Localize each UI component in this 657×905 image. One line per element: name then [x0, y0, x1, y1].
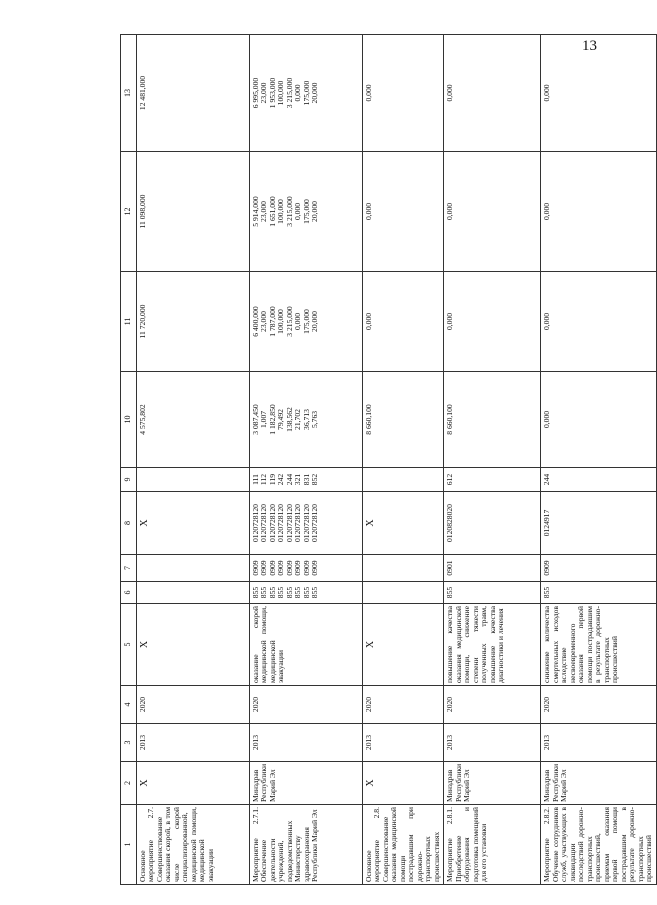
col-header-6: 6 [121, 582, 137, 604]
cell-col-11 [249, 272, 362, 372]
cell-col-12 [541, 152, 657, 272]
cell-value: 20,000 [310, 82, 320, 104]
cell-value: 0909 [259, 560, 269, 576]
cell-value: 855 [301, 586, 311, 599]
cell-col-6 [541, 582, 657, 604]
cell-value: 11 098,000 [137, 194, 147, 229]
cell-col-3: 2013 [362, 724, 444, 762]
table-row [136, 35, 249, 885]
cell-value: 855 [310, 586, 320, 599]
cell-col-8 [541, 492, 657, 555]
cell-col-5: снижение количества смертельных исходов вследствие несвоевременного оказания первой помощи пострадавшим в результате дорожно-транспортных происшествий [541, 604, 657, 686]
cell-col-9 [136, 468, 249, 492]
cell-col-7 [444, 555, 541, 582]
table-row [249, 35, 362, 885]
cell-col-11 [444, 272, 541, 372]
col-header-8: 8 [121, 492, 137, 555]
col-header-5: 5 [121, 604, 137, 686]
cell-value: 612 [445, 473, 455, 486]
cell-value: 244 [542, 473, 552, 486]
cell-value: 6 400,000 [250, 306, 260, 337]
cell-col-8 [444, 492, 541, 555]
cell-value: 79,492 [276, 409, 286, 430]
cell-col-7 [541, 555, 657, 582]
cell-col-4: 2020 [136, 686, 249, 724]
cell-value: 23,000 [259, 201, 269, 222]
cell-col-10 [541, 372, 657, 468]
cell-col-6 [136, 582, 249, 604]
cell-value: 175,000 [301, 309, 311, 334]
cell-col-12 [444, 152, 541, 272]
cell-col-1: Мероприятие 2.8.2. Обучение сотрудников служб, участвующих в ликвидации последствий дорожно-транспортных происшествий, приемам оказания первой помощи пострадавшим в результате дорожно-транспортных происшествий [541, 805, 657, 885]
cell-col-4: 2020 [362, 686, 444, 724]
cell-col-7 [249, 555, 362, 582]
cell-value: X [364, 519, 376, 527]
cell-value: 4 575,802 [137, 404, 147, 435]
cell-value: 852 [310, 473, 320, 486]
cell-value: 119 [267, 473, 277, 486]
cell-col-12 [249, 152, 362, 272]
cell-value: 11 720,000 [137, 304, 147, 339]
cell-value: 175,000 [301, 80, 311, 106]
cell-value: 6 995,000 [250, 77, 260, 109]
cell-value: 8 660,100 [363, 404, 373, 435]
cell-col-12 [136, 152, 249, 272]
cell-value: 0,000 [542, 312, 552, 331]
col-header-13: 13 [121, 35, 137, 152]
cell-value: 855 [445, 586, 455, 599]
cell-col-13 [249, 35, 362, 152]
cell-col-11 [541, 272, 657, 372]
cell-value: 0909 [267, 560, 277, 576]
cell-value: 20,000 [310, 311, 320, 332]
cell-value: 0,000 [363, 202, 373, 221]
cell-value: 0,000 [445, 312, 455, 331]
cell-col-9 [249, 468, 362, 492]
cell-value: 0120728120 [301, 504, 311, 542]
cell-value: 0909 [310, 560, 320, 576]
cell-col-9 [541, 468, 657, 492]
cell-value: 242 [276, 473, 286, 486]
cell-col-10 [136, 372, 249, 468]
cell-value: 831 [301, 473, 311, 486]
cell-value: 0909 [293, 560, 303, 576]
cell-value: 100,000 [276, 309, 286, 334]
cell-value: 3 215,000 [284, 77, 294, 109]
cell-col-2: Минздрав Республики Марий Эл [249, 762, 362, 805]
cell-value: 0901 [445, 560, 455, 576]
page-number: 13 [582, 38, 597, 54]
cell-col-13 [362, 35, 444, 152]
cell-col-10 [362, 372, 444, 468]
cell-value: 855 [267, 586, 277, 599]
col-header-11: 11 [121, 272, 137, 372]
cell-value: 100,000 [276, 199, 286, 224]
cell-value: 0,000 [542, 84, 552, 102]
col-header-1: 1 [121, 805, 137, 885]
cell-value: 855 [284, 586, 294, 599]
cell-col-11 [136, 272, 249, 372]
cell-value: 12 481,000 [137, 75, 147, 111]
cell-value: 0120728120 [267, 504, 277, 542]
cell-col-5: X [136, 604, 249, 686]
cell-value: 3 215,000 [284, 196, 294, 227]
cell-value: 244 [284, 473, 294, 486]
cell-value: 0120728120 [276, 504, 286, 542]
cell-col-4: 2020 [249, 686, 362, 724]
cell-col-9 [362, 468, 444, 492]
cell-value: 0,000 [293, 84, 303, 102]
cell-value: X [138, 519, 150, 527]
cell-value: 23,000 [259, 82, 269, 104]
table-row [362, 35, 444, 885]
cell-value: 3 215,000 [284, 306, 294, 337]
cell-col-8 [249, 492, 362, 555]
cell-value: 0,000 [542, 410, 552, 429]
cell-value: 175,000 [301, 199, 311, 224]
cell-value: 5,763 [310, 410, 320, 429]
cell-col-10 [444, 372, 541, 468]
cell-col-4: 2020 [541, 686, 657, 724]
rotated-table-container [120, 35, 654, 885]
cell-value: 23,000 [259, 311, 269, 332]
cell-value: 0909 [301, 560, 311, 576]
cell-col-3: 2013 [541, 724, 657, 762]
cell-col-2: Минздрав Республики Марий Эл [444, 762, 541, 805]
cell-value: 0124917 [542, 509, 552, 537]
cell-col-13 [541, 35, 657, 152]
cell-value: 0120728120 [293, 504, 303, 542]
cell-col-5: повышение качества оказания медицинской помощи, снижение степени тяжести полученных травм, повышение качества диагностики и лечения [444, 604, 541, 686]
cell-col-1: Основное мероприятие 2.8. Совершенствование оказания медицинской помощи пострадавшим при дорожно-транспортных происшествиях [362, 805, 444, 885]
cell-value: 855 [276, 586, 286, 599]
cell-col-6 [444, 582, 541, 604]
cell-value: 20,000 [310, 201, 320, 222]
cell-value: 1 953,000 [267, 77, 277, 109]
cell-col-3: 2013 [444, 724, 541, 762]
cell-value: 0120728120 [259, 504, 269, 542]
col-header-10: 10 [121, 372, 137, 468]
cell-col-13 [136, 35, 249, 152]
cell-value: 0909 [542, 560, 552, 576]
cell-value: 0,000 [542, 202, 552, 221]
cell-value: 0120728120 [284, 504, 294, 542]
cell-value: 0,000 [293, 202, 303, 221]
header-row [121, 35, 137, 885]
cell-value: 321 [293, 473, 303, 486]
cell-col-1: Основное мероприятие 2.7. Совершенствование оказания скорой, в том числе скорой специализированной, медицинской помощи, медицинской эвакуации [136, 805, 249, 885]
col-header-4: 4 [121, 686, 137, 724]
cell-value: 1 651,000 [267, 196, 277, 227]
cell-value: 0120728120 [250, 504, 260, 542]
cell-value: 0909 [250, 560, 260, 576]
cell-col-5: X [362, 604, 444, 686]
cell-col-6 [362, 582, 444, 604]
cell-col-13 [444, 35, 541, 152]
cell-value: 855 [542, 586, 552, 599]
cell-value: 138,562 [284, 407, 294, 432]
cell-col-2: Минздрав Республики Марий Эл [541, 762, 657, 805]
col-header-12: 12 [121, 152, 137, 272]
cell-col-10 [249, 372, 362, 468]
program-table [120, 34, 657, 885]
cell-col-12 [362, 152, 444, 272]
cell-col-2: X [136, 762, 249, 805]
cell-col-6 [249, 582, 362, 604]
cell-value: 21,702 [293, 409, 303, 430]
cell-value: 0120828020 [445, 504, 455, 542]
cell-col-7 [136, 555, 249, 582]
table-row [541, 35, 657, 885]
cell-value: 0,000 [293, 312, 303, 331]
table-row [444, 35, 541, 885]
cell-value: 36,713 [301, 409, 311, 430]
cell-col-4: 2020 [444, 686, 541, 724]
cell-value: 0,000 [363, 312, 373, 331]
cell-col-3: 2013 [249, 724, 362, 762]
cell-value: 1,007 [259, 410, 269, 429]
cell-value: 111 [250, 474, 260, 485]
cell-value: 100,000 [276, 80, 286, 106]
cell-value: 855 [259, 586, 269, 599]
cell-value: 0120728120 [310, 504, 320, 542]
cell-value: 0909 [276, 560, 286, 576]
cell-col-8 [362, 492, 444, 555]
col-header-9: 9 [121, 468, 137, 492]
cell-value: 0,000 [363, 84, 373, 102]
col-header-3: 3 [121, 724, 137, 762]
cell-value: 0,000 [445, 202, 455, 221]
cell-value: 3 087,450 [250, 404, 260, 435]
cell-value: 1 182,850 [267, 404, 277, 435]
cell-col-8 [136, 492, 249, 555]
cell-col-7 [362, 555, 444, 582]
cell-col-9 [444, 468, 541, 492]
cell-col-1: Мероприятие 2.8.1. Приобретение оборудования и подготовка помещений для его установки [444, 805, 541, 885]
col-header-7: 7 [121, 555, 137, 582]
cell-col-1: Мероприятие 2.7.1. Обеспечение деятельности учреждений, подведомственных Министерству здравоохранения Республики Марий Эл [249, 805, 362, 885]
cell-value: 0909 [284, 560, 294, 576]
cell-value: 855 [250, 586, 260, 599]
cell-col-11 [362, 272, 444, 372]
cell-value: 8 660,100 [445, 404, 455, 435]
cell-col-2: X [362, 762, 444, 805]
cell-value: 0,000 [445, 84, 455, 102]
cell-col-5: оказание скорой медицинской помощи, медицинской эвакуации [249, 604, 362, 686]
cell-value: 5 914,000 [250, 196, 260, 227]
cell-col-3: 2013 [136, 724, 249, 762]
cell-value: 1 787,000 [267, 306, 277, 337]
cell-value: 855 [293, 586, 303, 599]
cell-value: 112 [259, 473, 269, 486]
col-header-2: 2 [121, 762, 137, 805]
